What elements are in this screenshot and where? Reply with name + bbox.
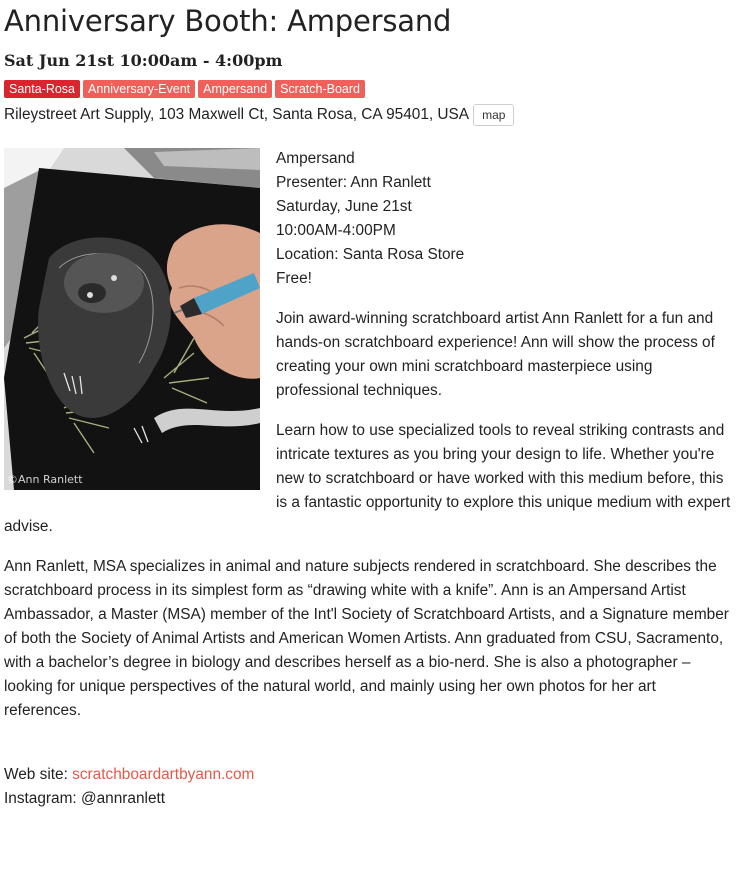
tag-scratch-board[interactable]: Scratch-Board [275, 80, 365, 98]
tag-anniversary-event[interactable]: Anniversary-Event [83, 80, 195, 98]
tag-santa-rosa[interactable]: Santa-Rosa [4, 80, 80, 98]
bio-first-line: Ann Ranlett, MSA specializes in animal and nature subjects rendered in scratchboard. She describes the [4, 558, 717, 575]
event-description [4, 147, 733, 811]
event-photo [4, 148, 260, 490]
page-title: Anniversary Booth: Ampersand [4, 4, 452, 38]
website-link[interactable]: scratchboardartbyann.com [72, 766, 255, 783]
info-date: Saturday, June 21st [276, 198, 412, 215]
tag-list [4, 80, 365, 98]
instagram-line: Instagram: @annranlett [4, 790, 166, 807]
info-brand: Ampersand [276, 150, 355, 167]
bio-text: scratchboard process in its simplest form as “drawing white with a knife”. Ann is an Ampersand Artist Ambassador, a Master (MSA) member of the Int'l Society of Scratchboard Artists, and a Signature member of both the Society of Animal Artists and American Women Artists. Ann graduated from CSU, Sacramento, with a bachelor’s degree in biology and describes herself as a bio-nerd. She is also a photographer – looking for unique perspectives of the natural world, and mainly using her own photos for her art references. [4, 582, 729, 719]
tag-ampersand[interactable]: Ampersand [198, 80, 272, 98]
info-location: Location: Santa Rosa Store [276, 246, 465, 263]
website-line [4, 763, 733, 787]
scratchboard-bear-artwork [4, 148, 260, 490]
description-paragraph: Learn how to use specialized tools to reveal striking contrasts and intricate textures as you bring your design to life. Whether you're new to scratchboard or have worked with this medium before, this is a fantastic opportunity to explore this unique medium with expert advise. [4, 422, 731, 535]
event-location [4, 103, 514, 127]
info-time: 10:00AM-4:00PM [276, 222, 396, 239]
map-button[interactable]: map [473, 104, 514, 126]
info-price: Free! [276, 270, 312, 287]
event-address: Rileystreet Art Supply, 103 Maxwell Ct, Santa Rosa, CA 95401, USA [4, 106, 470, 123]
event-datetime: Sat Jun 21st 10:00am - 4:00pm [4, 51, 283, 70]
bio-paragraph [4, 555, 733, 723]
photo-caption: ©Ann Ranlett [7, 473, 83, 486]
website-label: Web site: [4, 766, 73, 783]
description-paragraph: Join award-winning scratchboard artist Ann Ranlett for a fun and hands-on scratchboard experience! Ann will show the process of creating your own mini scratchboard masterpiece using professional techniques. [276, 310, 715, 399]
info-presenter: Presenter: Ann Ranlett [276, 174, 431, 191]
